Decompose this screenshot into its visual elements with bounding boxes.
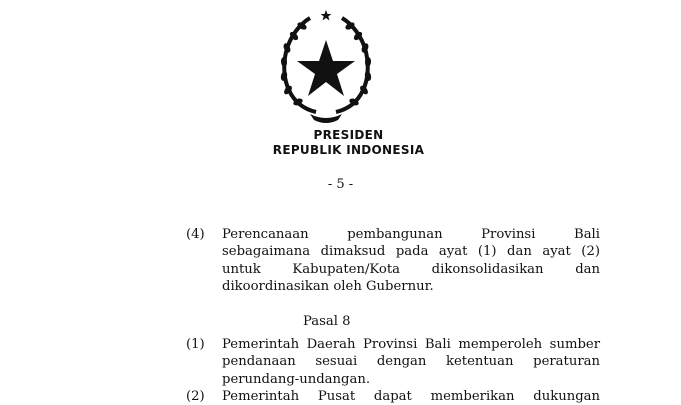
clause-line: untuk Kabupaten/Kota dikonsolidasikan dan — [222, 261, 600, 277]
letterhead-line1: PRESIDEN — [313, 128, 384, 142]
clause-number: (4) — [186, 227, 205, 242]
clause-line: sebagaimana dimaksud pada ayat (1) dan ayat (2) — [222, 244, 600, 260]
letterhead-line2: REPUBLIK INDONESIA — [272, 143, 425, 157]
clause-line: dikoordinasikan oleh Gubernur. — [222, 279, 434, 295]
clause-line: pendanaan sesuai dengan ketentuan peraturan — [222, 354, 600, 370]
clause-line: Pemerintah Daerah Provinsi Bali memperoleh sumber — [222, 337, 600, 352]
garuda-star-emblem-icon — [272, 10, 380, 125]
page-number: - 5 - — [327, 177, 354, 192]
clause-line: Pemerintah Pusat dapat memberikan dukungan — [222, 389, 600, 404]
clause-number: (2) — [186, 389, 205, 404]
clause-line: perundang-undangan. — [222, 371, 371, 387]
clause-line: Perencanaan pembangunan Provinsi Bali — [222, 227, 600, 242]
clause-number: (1) — [186, 337, 205, 352]
clause-text — [222, 336, 600, 388]
clause-text — [222, 226, 600, 296]
clause-text — [222, 388, 600, 405]
article-heading: Pasal 8 — [303, 314, 351, 329]
